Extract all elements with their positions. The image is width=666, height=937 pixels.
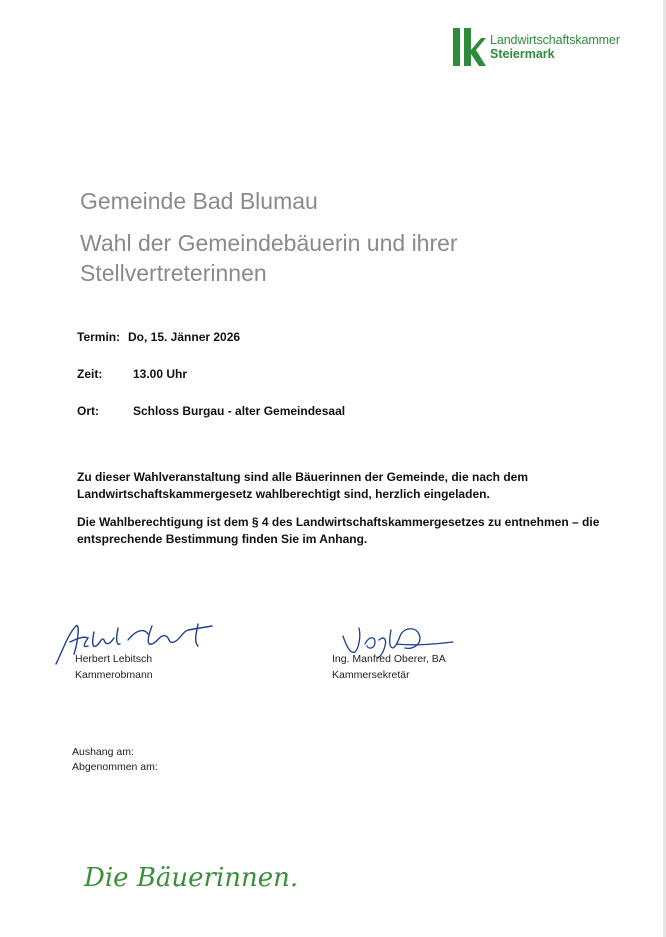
- lk-logo-mark-icon: [452, 28, 486, 66]
- zeit-value: 13.00 Uhr: [133, 367, 188, 381]
- lk-logo-text: [490, 33, 620, 61]
- zeit-row: [77, 367, 188, 381]
- signatory-left-name: Herbert Lebitsch: [75, 653, 153, 665]
- election-title: Wahl der Gemeindebäuerin und ihrer Stellvertreterinnen: [80, 230, 458, 286]
- ort-value: Schloss Burgau - alter Gemeindesaal: [133, 404, 346, 418]
- posting-notes: [72, 745, 158, 775]
- brand-text: Die Bäuerinnen.: [84, 863, 299, 893]
- signatory-right-role: Kammersekretär: [332, 669, 410, 681]
- signatory-right-name: Ing. Manfred Oberer, BA: [332, 653, 446, 665]
- termin-value: Do, 15. Jänner 2026: [128, 330, 241, 344]
- ort-row: [77, 404, 346, 418]
- title-area: [80, 186, 600, 288]
- signature-block-right: [332, 651, 446, 683]
- signatory-left-role: Kammerobmann: [75, 669, 153, 681]
- lk-logo: [452, 28, 620, 66]
- removed-label: Abgenommen am:: [72, 761, 158, 773]
- invitation-paragraph: Zu dieser Wahlveranstaltung sind alle Bäuerinnen der Gemeinde, die nach dem Landwirtschaftskammergesetz wahlberechtigt sind, herzlich eingeladen.: [77, 470, 529, 501]
- posted-label: Aushang am:: [72, 746, 134, 758]
- termin-row: [77, 330, 241, 344]
- zeit-label: Zeit:: [77, 367, 103, 381]
- die-baeuerinnen-logo: [80, 852, 299, 898]
- eligibility-paragraph: Die Wahlberechtigung ist dem § 4 des Landwirtschaftskammergesetzes zu entnehmen – die entsprechende Bestimmung finden Sie im Anhang.: [77, 515, 600, 546]
- ort-label: Ort:: [77, 404, 99, 418]
- termin-label: Termin:: [77, 330, 121, 344]
- signature-block-left: [75, 651, 153, 683]
- logo-line-1: Landwirtschaftskammer: [490, 33, 620, 47]
- community-title: Gemeinde Bad Blumau: [80, 188, 318, 214]
- logo-line-2: Steiermark: [490, 47, 555, 61]
